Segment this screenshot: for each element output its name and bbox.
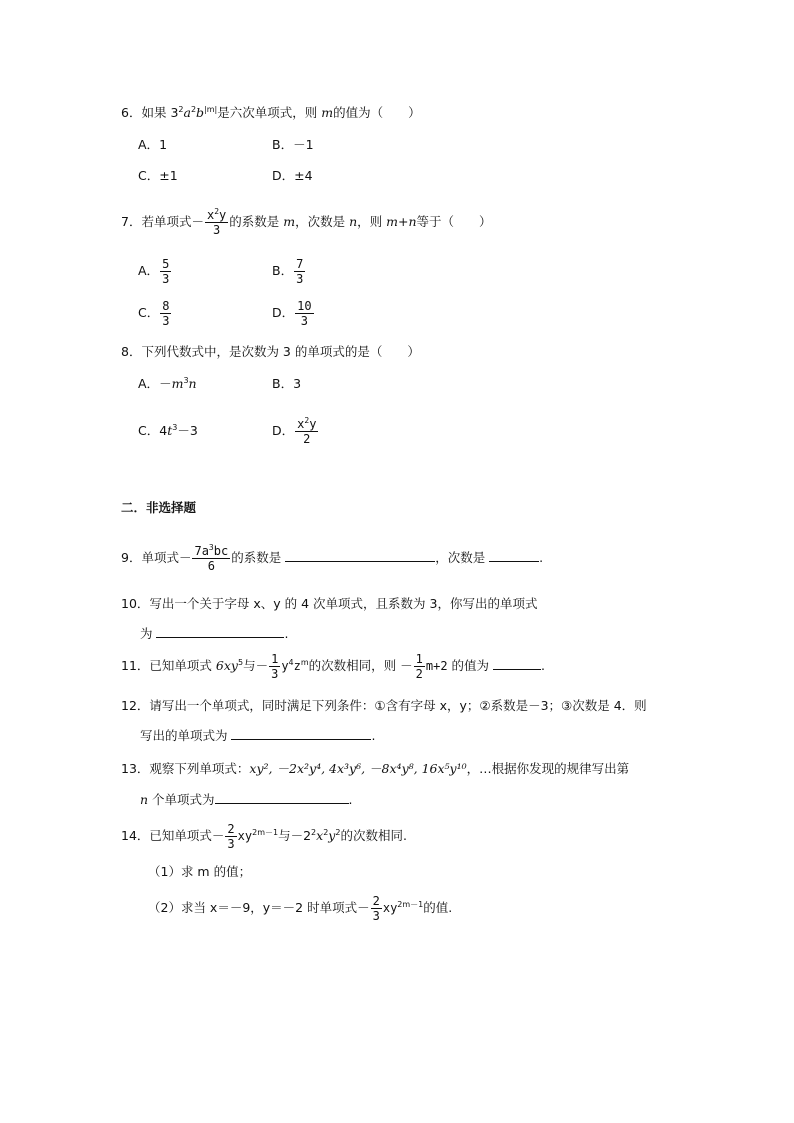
answer-blank[interactable] xyxy=(493,657,541,670)
answer-blank[interactable] xyxy=(215,791,349,804)
fraction: $\frac{2}{3}$ xyxy=(372,894,380,923)
question-7: 7．若单项式－ $\frac{x^2y}{3}$ 的系数是 m，次数是 n，则 m+n等于（ ） xyxy=(121,207,492,237)
fraction: $\frac{1}{2}$ xyxy=(415,652,423,681)
option-d: D． $\frac{10}{3}$ xyxy=(272,299,312,328)
question-13: 13．观察下列单项式：xy², －2x²y⁴, 4x³y⁶, －8x⁴y⁸, 16x⁵y¹⁰，…根据你发现的规律写出第 xyxy=(121,761,630,776)
fraction: $\frac{10}{3}$ xyxy=(297,299,312,328)
fraction: $\frac{5}{3}$ xyxy=(162,257,170,286)
option-b: B． $\frac{7}{3}$ xyxy=(272,257,304,286)
option-d: D． $\frac{x^2y}{2}$ xyxy=(272,416,317,446)
fraction: $\frac{x^2y}{2}$ xyxy=(297,416,317,446)
option-a: A．1 xyxy=(138,137,168,152)
fraction: $\frac{7a^3bc}{6}$ xyxy=(194,543,229,573)
question-number: 6． xyxy=(121,105,142,120)
answer-blank[interactable] xyxy=(156,625,284,638)
question-number: 8． xyxy=(121,344,142,359)
answer-blank[interactable] xyxy=(285,549,435,562)
section-title: 二．非选择题 xyxy=(121,500,197,515)
question-14-part1: （1）求 m 的值； xyxy=(148,864,252,879)
question-12: 12．请写出一个单项式，同时满足下列条件：①含有字母 x，y；②系数是－3；③次数是 4．则 xyxy=(121,698,647,713)
question-number: 11． xyxy=(121,658,150,673)
fraction: $\frac{7}{3}$ xyxy=(296,257,304,286)
answer-blank[interactable] xyxy=(231,727,371,740)
question-14-part2: （2）求当 x＝－9，y＝－2 时单项式－ $\frac{2}{3}$ $xy^{2m-1}$的值. xyxy=(148,894,453,923)
question-number: 13． xyxy=(121,761,150,776)
option-d: D．±4 xyxy=(272,168,313,183)
question-number: 14． xyxy=(121,828,150,843)
question-13-line2: n 个单项式为 . xyxy=(140,792,353,807)
option-b: B．－1 xyxy=(272,137,314,152)
option-a: A． $\frac{5}{3}$ xyxy=(138,257,170,286)
question-number: 12． xyxy=(121,698,150,713)
fraction: $\frac{2}{3}$ xyxy=(227,822,235,851)
question-10-line2: 为 . xyxy=(140,626,289,641)
option-c: C．±1 xyxy=(138,168,178,183)
option-c: C． $\frac{8}{3}$ xyxy=(138,299,170,328)
fraction: $\frac{x^2y}{3}$ xyxy=(206,207,227,237)
question-8: 8．下列代数式中，是次数为 3 的单项式的是（ ） xyxy=(121,344,420,359)
fraction: $\frac{8}{3}$ xyxy=(162,299,170,328)
fraction: $\frac{1}{3}$ xyxy=(271,652,279,681)
question-number: 7． xyxy=(121,214,142,229)
question-11: 11．已知单项式 $6xy^5$与－ $\frac{1}{3}$ $y^4z^m$的次数相同，则 － $\frac{1}{2}$ m+2 的值为 . xyxy=(121,652,546,681)
question-10: 10．写出一个关于字母 x、y 的 4 次单项式，且系数为 3，你写出的单项式 xyxy=(121,596,538,611)
question-14: 14．已知单项式－ $\frac{2}{3}$ $xy^{2m-1}$与$-2^2x^2y^2$的次数相同. xyxy=(121,822,407,851)
question-12-line2: 写出的单项式为 . xyxy=(140,728,376,743)
option-b: B．3 xyxy=(272,376,302,391)
question-number: 9． xyxy=(121,550,142,565)
question-number: 10． xyxy=(121,596,150,611)
option-a: A．$-m^3n$ xyxy=(138,376,197,391)
question-6: 6．如果 $3^2a^2b^{|m|}$是六次单项式，则 m的值为（ ） xyxy=(121,105,421,120)
question-9: 9．单项式－ $\frac{7a^3bc}{6}$ 的系数是 ，次数是 . xyxy=(121,543,544,573)
answer-blank[interactable] xyxy=(489,549,539,562)
option-c: C．$4t^3-3$ xyxy=(138,423,198,438)
